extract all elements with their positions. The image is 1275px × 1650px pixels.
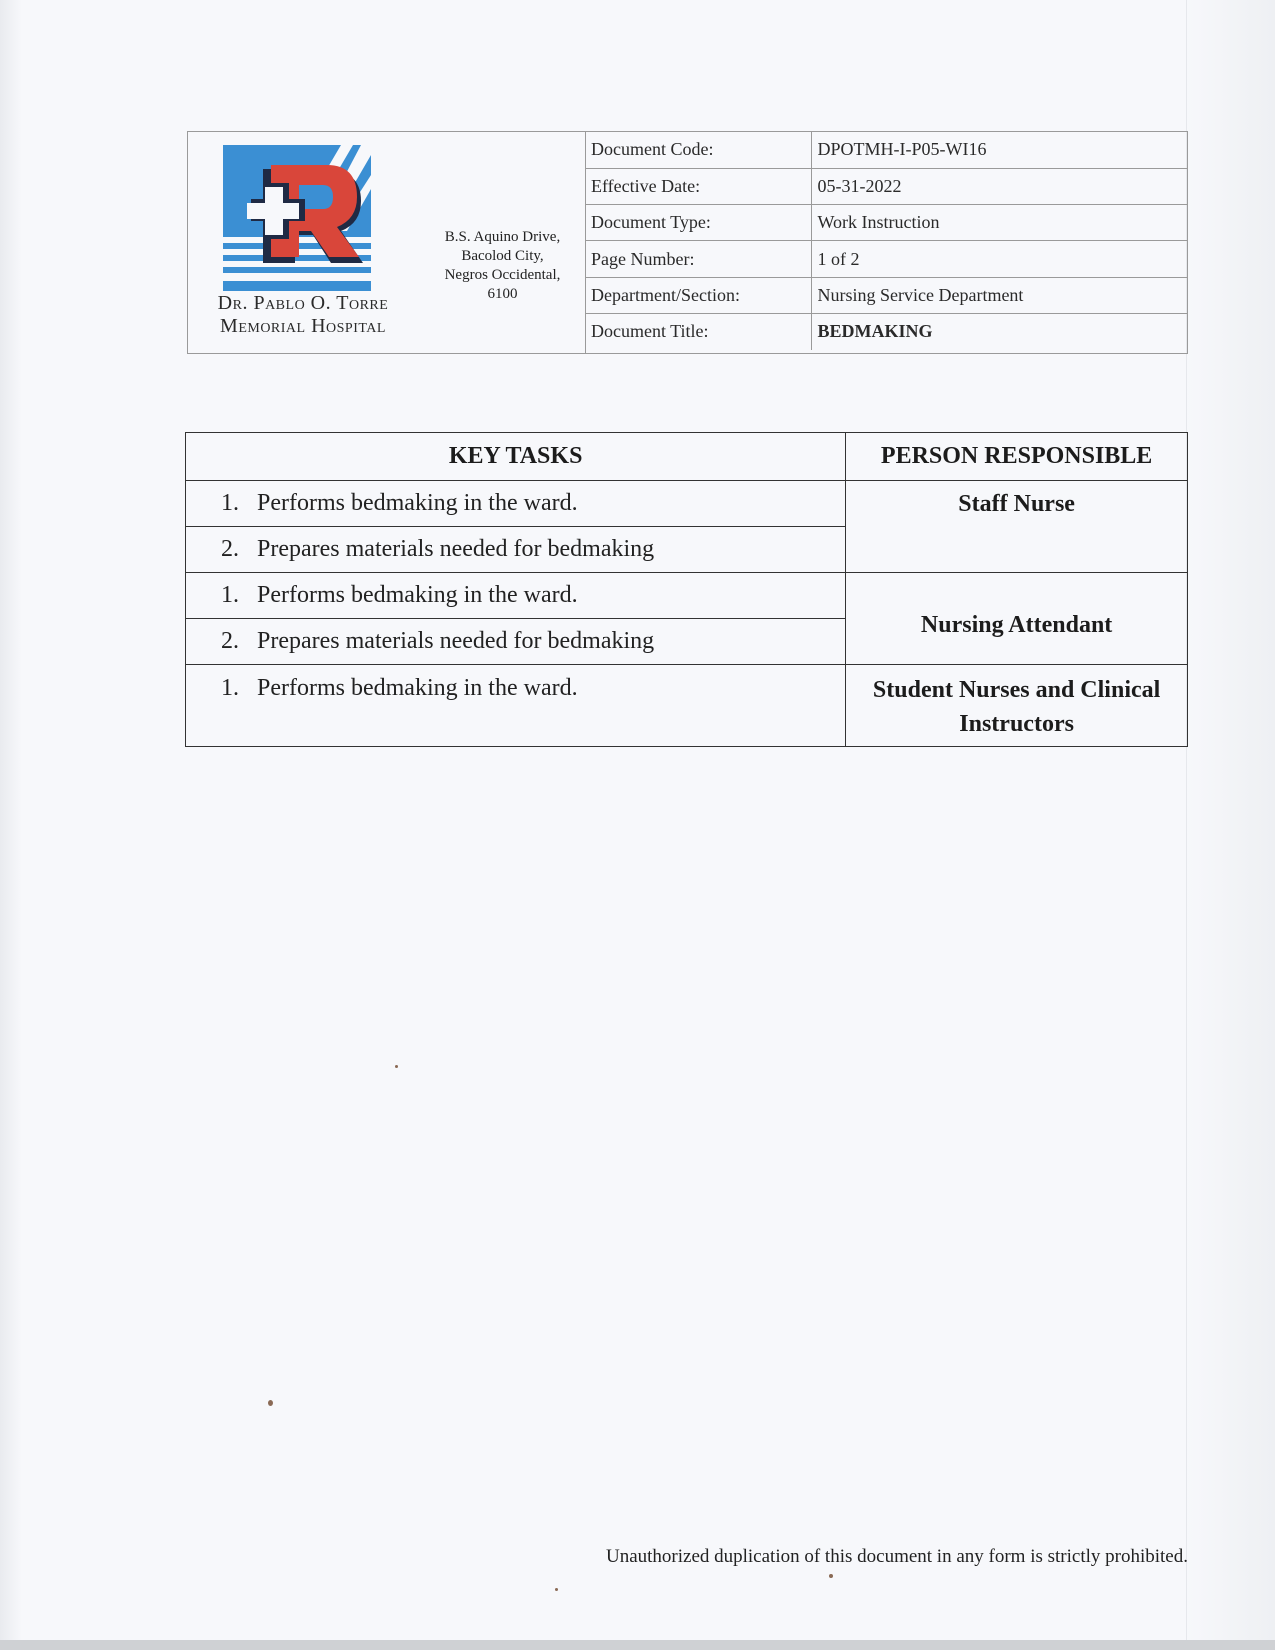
info-label: Document Title:	[585, 313, 811, 349]
task-number: 1.	[221, 675, 239, 701]
info-row-document-type	[585, 205, 1187, 241]
info-label: Effective Date:	[585, 168, 811, 204]
task-cell	[186, 665, 846, 747]
hospital-name-line-1: Dr. Pablo O. Torre	[217, 292, 389, 314]
table-row	[186, 665, 1188, 747]
person-line: Instructors	[959, 711, 1074, 737]
hospital-logo-block	[188, 132, 586, 353]
info-row-effective-date	[585, 168, 1187, 204]
person-line: Student Nurses and Clinical	[872, 677, 1161, 703]
hospital-logo-icon	[223, 143, 379, 291]
scan-speck	[829, 1574, 833, 1578]
task-cell	[186, 619, 846, 665]
hospital-name-line-2: Memorial Hospital	[220, 315, 386, 337]
info-row-page-number	[585, 241, 1187, 277]
info-value: DPOTMH-I-P05-WI16	[811, 132, 1187, 168]
scan-edge-right	[1185, 0, 1275, 1650]
task-text: Performs bedmaking in the ward.	[257, 675, 578, 701]
person-student-nurses	[846, 665, 1188, 747]
address-line: B.S. Aquino Drive,	[444, 229, 561, 245]
task-text: Prepares materials needed for bedmaking	[257, 628, 655, 654]
info-label: Department/Section:	[585, 277, 811, 313]
info-value: Work Instruction	[811, 205, 1187, 241]
task-number: 1.	[221, 582, 239, 608]
key-tasks-header: KEY TASKS	[186, 433, 846, 481]
document-info-table	[585, 132, 1187, 350]
task-cell	[186, 481, 846, 527]
address-line: Negros Occidental,	[444, 267, 561, 283]
scan-edge-left	[0, 0, 22, 1650]
task-number: 2.	[221, 536, 239, 562]
scan-speck	[395, 1065, 398, 1068]
person-staff-nurse: Staff Nurse	[846, 481, 1188, 573]
info-row-document-code	[585, 132, 1187, 168]
document-title: BEDMAKING	[817, 321, 933, 342]
hospital-name	[188, 292, 418, 338]
task-text: Performs bedmaking in the ward.	[257, 490, 578, 516]
document-header	[187, 131, 1188, 354]
task-number: 2.	[221, 628, 239, 654]
scan-speck	[268, 1400, 273, 1406]
task-cell	[186, 573, 846, 619]
info-label: Page Number:	[585, 241, 811, 277]
table-row	[186, 481, 1188, 527]
table-header-row	[186, 433, 1188, 481]
task-text: Performs bedmaking in the ward.	[257, 582, 578, 608]
info-value: 05-31-2022	[811, 168, 1187, 204]
task-text: Prepares materials needed for bedmaking	[257, 536, 655, 562]
table-row	[186, 573, 1188, 619]
person-responsible-header: PERSON RESPONSIBLE	[846, 433, 1188, 481]
info-value: Nursing Service Department	[811, 277, 1187, 313]
task-number: 1.	[221, 490, 239, 516]
person-nursing-attendant: Nursing Attendant	[846, 573, 1188, 665]
scan-speck	[555, 1588, 558, 1591]
task-cell	[186, 527, 846, 573]
footer-disclaimer: Unauthorized duplication of this document in any form is strictly prohibited.	[605, 1546, 1188, 1567]
info-row-document-title	[585, 313, 1187, 349]
info-row-department	[585, 277, 1187, 313]
address-line: Bacolod City,	[461, 248, 544, 264]
info-label: Document Type:	[585, 205, 811, 241]
key-tasks-table	[185, 432, 1188, 747]
hospital-address	[420, 228, 585, 304]
info-value: 1 of 2	[811, 241, 1187, 277]
scan-edge-bottom	[0, 1640, 1275, 1650]
info-label: Document Code:	[585, 132, 811, 168]
address-line: 6100	[487, 286, 518, 302]
